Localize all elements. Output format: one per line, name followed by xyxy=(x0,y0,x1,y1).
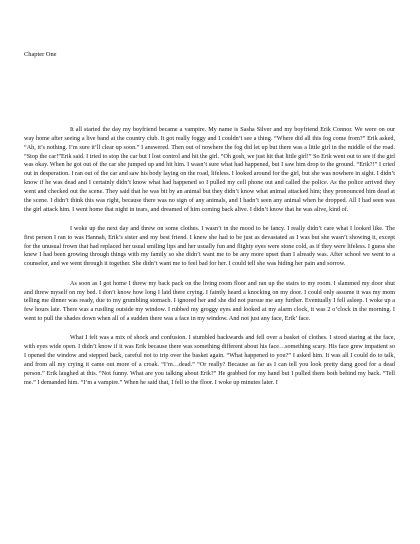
paragraph-1 xyxy=(24,126,395,214)
paragraph-text: I woke up the next day and threw on some clothes. I wasn’t in the mood to be fancy. I really didn’t care what I looked like. The first person I ran to was Hannah, Erik’s sister and my best friend. I knew she had to be just as devastated as I was but she wasn’t showing it, except for the unusual frown that had replaced her usual smiling lips and her usually fun and flighty eyes were stone cold, as if they were lifeless. I guess she knew I had been growing through things with my family so she didn’t want me to be any more upset than I already was. After school we went to a counselor, and we went through it together. She didn’t want me to feel bad for her. I could tell she was hiding her pain and sorrow. xyxy=(24,225,395,268)
paragraph-3 xyxy=(24,280,395,324)
paragraph-text: It all started the day my boyfriend became a vampire. My name is Sasha Silver and my boyfriend Erik Connor. We were on our way home after seeing a live band at the country club. It got really foggy and I couldn’t see a thing. “Where did all this fog come from?” Erik asked, “Ah, it’s nothing. I’m sure it’ll clear up soon.” I answered. Then out of nowhere the fog did let up but there was a little girl in the middle of the road. “Stop the car!”Erik said. I tried to stop the car but I lost control and hit the girl. “Oh gosh, we just hit that little girl!” So Erik went out to see if the girl was okay. When he got out of the car she jumped up and hit him. I wasn’t sure what had happened, but I saw him drop to the ground. “Erik?!” I cried out in desperation. I ran out of the car and saw his body laying on the road, lifeless. I looked around for the girl, but she was nowhere in sight. I didn’t know if he was dead and I certainly didn’t know what had happened so I pulled my cell phone out and called the police. As the police arrived they went and checked out the scene. They said that he was bit by an animal but they didn’t know what animal attacked him; they pronounced him dead at the scene. I didn’t think this was right, because there was no sign of any animals, and I hadn’t seen any animal when he dropped. All I had seen was the girl attack him. I went home that night in tears, and dreamed of him coming back alive. I didn’t know that he was alive, kind of. xyxy=(24,127,395,213)
paragraph-text: What I felt was a mix of shock and confusion. I stumbled backwards and fell over a basket of clothes. I stood staring at the face, with eyes wide open. I didn’t know if it was Erik because there was something different about his face…something scary. His face grew impatient so I opened the window and stepped back, careful not to trip over the basket again. “What happened to you?” I asked him. It was all I could do to talk, and from all my crying it came out more of a croak. “I’m…dead.” “Or really? Because as far as I can tell you look pretty dang good for a dead person.” Erik laughed at this. “Not funny. What are you talking about Erik?” He grabbed for my hand but I pulled them both behind my back. “Tell me.” I demanded him. “I’m a vampire.” When he said that, I fell to the floor. I woke up minutes later. I xyxy=(24,335,395,386)
paragraph-4 xyxy=(24,334,395,387)
chapter-title: Chapter One xyxy=(24,51,57,58)
document-body xyxy=(24,126,395,398)
paragraph-2 xyxy=(24,225,395,269)
paragraph-text: As soon as I got home I threw my back pack on the living room floor and ran up the stairs to my room. I slammed my door shut and threw myself on my bed. I don’t know how long I laid there crying. I faintly heard a knocking on my door. I could only assume it was my mom telling me dinner was ready, due to my grumbling stomach. I ignored her and she did not pursue me any further. Eventually I fell asleep. I woke up a few hours late. There was a rustling outside my window. I rubbed my groggy eyes and looked at my alarm clock, it was 2 o’clock in the morning. I went to pull the shades down when all of a sudden there was a face in my window. And not just any face, Erik’ face. xyxy=(24,280,395,323)
